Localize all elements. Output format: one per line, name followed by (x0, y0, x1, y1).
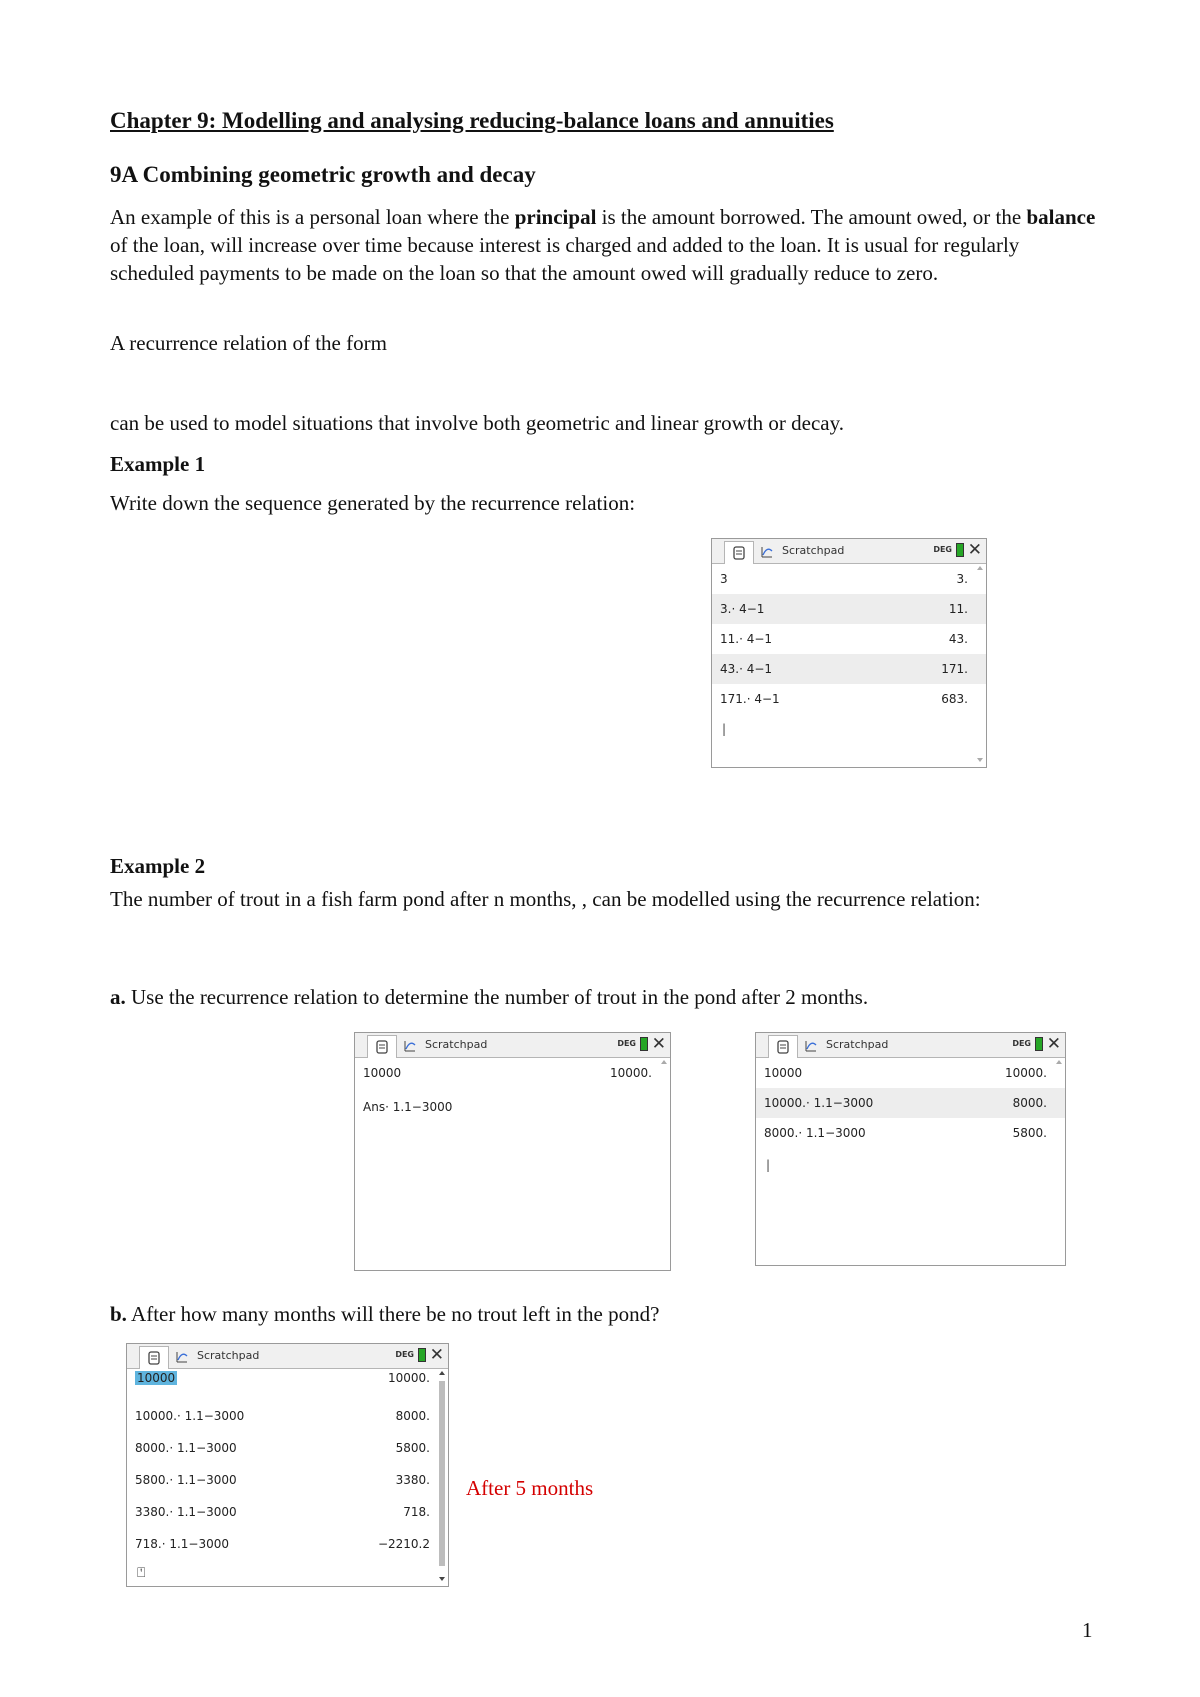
intro-text-1: An example of this is a personal loan where the (110, 205, 515, 229)
history-row[interactable]: 10000.· 1.1−3000 8000. (135, 1409, 430, 1423)
scrollbar[interactable] (437, 1369, 447, 1585)
history-row[interactable]: 8000.· 1.1−3000 5800. (764, 1126, 1047, 1140)
scratchpad-toolbar (712, 539, 986, 564)
history-row[interactable]: 10000 10000. (764, 1066, 1047, 1080)
part-a-label: a. (110, 985, 126, 1009)
history-row[interactable]: 3.· 4−1 11. (712, 594, 986, 624)
angle-mode: DEG (617, 1039, 636, 1048)
history-list (712, 564, 986, 736)
scratchpad-example2a-entry (354, 1032, 671, 1271)
history-row[interactable]: 3380.· 1.1−3000 718. (135, 1505, 430, 1519)
history-list (756, 1058, 1065, 1172)
scrollbar[interactable] (975, 564, 985, 766)
scratchpad-title: Scratchpad (197, 1349, 260, 1362)
example2-heading: Example 2 (110, 854, 206, 878)
scratchpad-title: Scratchpad (782, 544, 845, 557)
chapter-title: Chapter 9: Modelling and analysing reducing-balance loans and annuities (110, 108, 834, 133)
graph-icon[interactable] (399, 1035, 421, 1057)
close-icon[interactable]: ✕ (967, 540, 982, 560)
selected-entry[interactable]: 10000 (137, 1371, 176, 1385)
battery-icon (956, 543, 964, 557)
part-b (110, 1300, 659, 1328)
term-principal: principal (514, 205, 597, 229)
part-b-label: b. (110, 1302, 127, 1326)
entry-cursor[interactable]: | (766, 1158, 771, 1172)
history-row[interactable]: 171.· 4−1 683. (720, 692, 968, 706)
angle-mode: DEG (395, 1350, 414, 1359)
battery-icon (418, 1348, 426, 1362)
calculator-icon[interactable] (139, 1346, 169, 1369)
history-row[interactable]: 43.· 4−1 171. (712, 654, 986, 684)
calculator-icon[interactable] (724, 541, 754, 564)
entry-line[interactable]: Ans· 1.1−3000 (363, 1100, 453, 1114)
close-icon[interactable]: ✕ (651, 1034, 666, 1054)
part-a-text: Use the recurrence relation to determine the number of trout in the pond after 2 months. (125, 985, 869, 1009)
model-usage-text: can be used to model situations that involve both geometric and linear growth or decay. (110, 411, 845, 435)
scratchpad-title: Scratchpad (826, 1038, 889, 1051)
intro-text-2: is the amount borrowed. The amount owed, or the (596, 205, 1027, 229)
intro-text-3: of the loan, will increase over time because interest is charged and added to the loan. It is usual for regularly scheduled payments to be made on the loan so that the amount owed will gradually reduce to zero. (110, 233, 1020, 285)
angle-mode: DEG (1012, 1039, 1031, 1048)
graph-icon[interactable] (171, 1346, 193, 1368)
battery-icon (1035, 1037, 1043, 1051)
scratchpad-example2b (126, 1343, 449, 1587)
intro-paragraph (110, 203, 1100, 287)
angle-mode: DEG (933, 545, 952, 554)
example1-text: Write down the sequence generated by the recurrence relation: (110, 491, 636, 515)
scratchpad-toolbar (355, 1033, 670, 1058)
graph-icon[interactable] (800, 1035, 822, 1057)
history-list (355, 1058, 670, 1124)
close-icon[interactable]: ✕ (429, 1345, 444, 1365)
scratchpad-example1 (711, 538, 987, 768)
part-b-text: After how many months will there be no trout left in the pond? (126, 1302, 660, 1326)
entry-cursor[interactable]: | (722, 722, 727, 736)
scrollbar[interactable] (1054, 1058, 1064, 1264)
history-row[interactable]: 11.· 4−1 43. (720, 632, 968, 646)
history-row[interactable]: 10000 10000. (363, 1066, 652, 1080)
recurrence-form-text: A recurrence relation of the form (110, 331, 387, 355)
scrollbar[interactable] (659, 1058, 669, 1269)
calculator-icon[interactable] (367, 1035, 397, 1058)
history-row[interactable]: 10000 10000. (137, 1371, 430, 1385)
graph-icon[interactable] (756, 541, 778, 563)
scratchpad-toolbar (127, 1344, 448, 1369)
entry-cursor[interactable]: ⍞ (137, 1565, 146, 1581)
term-balance: balance (1026, 205, 1096, 229)
scratchpad-example2a-result (755, 1032, 1066, 1266)
history-row[interactable]: 5800.· 1.1−3000 3380. (135, 1473, 430, 1487)
history-row[interactable]: 3 3. (720, 572, 968, 586)
section-title: 9A Combining geometric growth and decay (110, 162, 536, 187)
page-number: 1 (1082, 1618, 1093, 1642)
scratchpad-toolbar (756, 1033, 1065, 1058)
history-list (127, 1369, 448, 1581)
answer-text: After 5 months (466, 1476, 594, 1500)
example1-heading: Example 1 (110, 452, 206, 476)
battery-icon (640, 1037, 648, 1051)
history-row[interactable]: 8000.· 1.1−3000 5800. (135, 1441, 430, 1455)
history-row[interactable]: 10000.· 1.1−3000 8000. (756, 1088, 1065, 1118)
part-a (110, 983, 868, 1011)
example2-text: The number of trout in a fish farm pond after n months, , can be modelled using the recurrence relation: (110, 887, 981, 911)
calculator-icon[interactable] (768, 1035, 798, 1058)
scratchpad-title: Scratchpad (425, 1038, 488, 1051)
history-row[interactable]: 718.· 1.1−3000 −2210.2 (135, 1537, 430, 1551)
close-icon[interactable]: ✕ (1046, 1034, 1061, 1054)
